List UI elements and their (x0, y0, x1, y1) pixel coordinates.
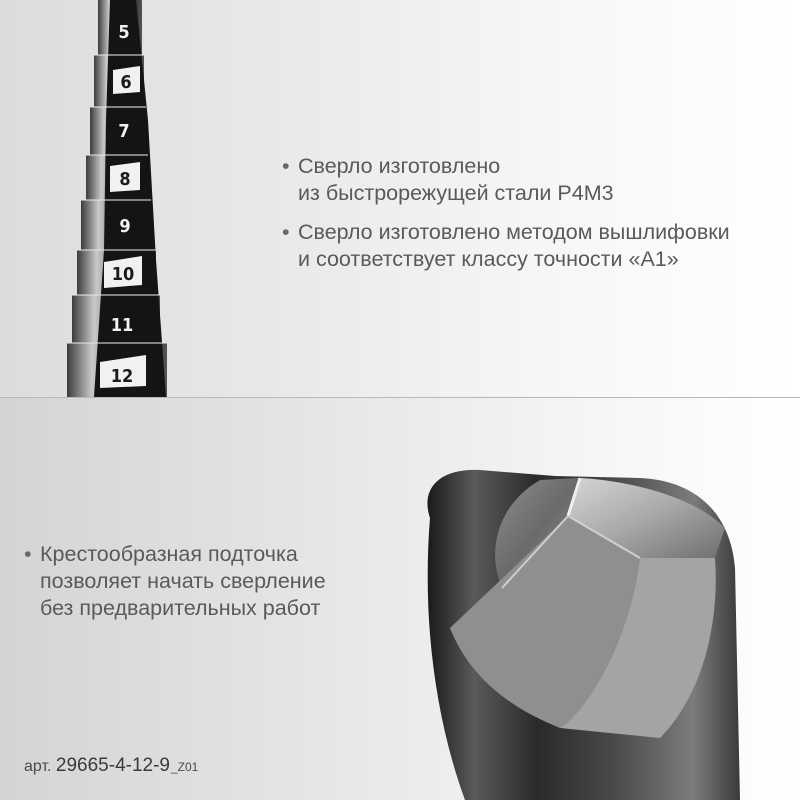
svg-text:11: 11 (110, 315, 134, 336)
feature-list-top (282, 153, 792, 273)
feature-item-material: • Сверло изготовлено из быстрорежущей стали Р4М3 (282, 153, 792, 207)
article-number (24, 755, 198, 777)
svg-text:6: 6 (120, 72, 132, 93)
svg-text:10: 10 (111, 264, 135, 285)
step-label-9 (119, 216, 130, 237)
step-label-6 (113, 66, 140, 94)
svg-text:12: 12 (110, 366, 134, 387)
step-drill-image (0, 0, 190, 397)
drill-tip-image (390, 398, 800, 800)
article-code: 29665-4-12-9 (55, 755, 170, 776)
svg-text:8: 8 (119, 169, 131, 190)
article-prefix: арт. (24, 758, 52, 775)
svg-text:7: 7 (118, 121, 130, 142)
svg-text:5: 5 (118, 22, 130, 43)
article-suffix: _Z01 (171, 760, 199, 774)
step-label-11 (111, 315, 134, 336)
step-label-7 (118, 121, 129, 142)
feature-item-precision: • Сверло изготовлено методом вышлифовки и соответствует классу точности «А1» (282, 219, 792, 273)
top-panel (0, 0, 800, 397)
feature-list-bottom (24, 541, 404, 622)
step-label-8 (110, 162, 140, 192)
svg-text:9: 9 (119, 216, 131, 237)
feature-item-cross-point: • Крестообразная подточка позволяет начать сверление без предварительных работ (24, 541, 404, 622)
step-label-5 (118, 22, 129, 43)
